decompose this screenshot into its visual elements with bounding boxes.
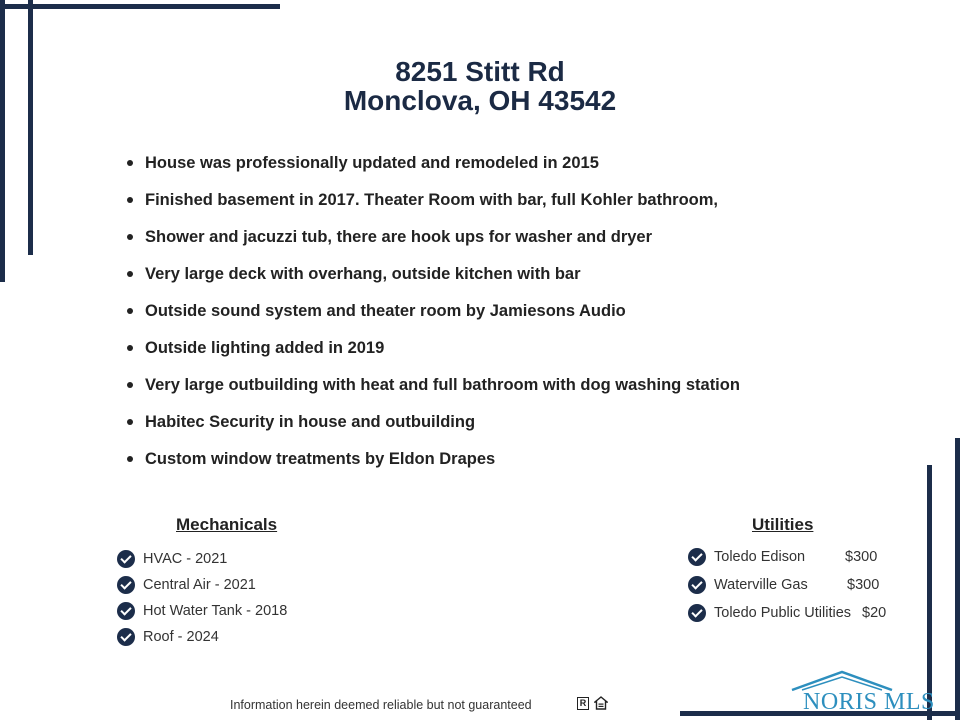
feature-text: House was professionally updated and remodeled in 2015 (145, 154, 599, 172)
utility-item (688, 547, 886, 575)
disclaimer-text: Information herein deemed reliable but not guaranteed (230, 698, 532, 712)
feature-text: Outside lighting added in 2019 (145, 339, 385, 357)
bullet-icon (127, 160, 133, 166)
bullet-icon (127, 382, 133, 388)
address-line-1: 8251 Stitt Rd (395, 56, 565, 87)
mechanicals-item-text: Hot Water Tank - 2018 (143, 603, 288, 619)
feature-item (127, 298, 740, 335)
frame-line-right-outer (955, 438, 960, 720)
mechanicals-item (117, 575, 287, 601)
frame-line-left-outer (0, 0, 5, 282)
noris-mls-logo: NORIS MLS (803, 689, 935, 715)
feature-item (127, 261, 740, 298)
check-circle-icon (688, 576, 706, 594)
bullet-icon (127, 197, 133, 203)
feature-text: Very large deck with overhang, outside kitchen with bar (145, 265, 581, 283)
feature-item (127, 150, 740, 187)
utility-name: Toledo Edison (714, 549, 806, 565)
realtor-icon: R (577, 697, 589, 710)
bullet-icon (127, 271, 133, 277)
utility-name: Toledo Public Utilities (714, 605, 852, 621)
bullet-icon (127, 419, 133, 425)
feature-text: Custom window treatments by Eldon Drapes (145, 450, 496, 468)
utility-amount: $20 (862, 605, 887, 621)
feature-text: Shower and jacuzzi tub, there are hook ups for washer and dryer (145, 228, 653, 246)
utility-amount: $300 (845, 549, 878, 565)
utilities-heading: Utilities (752, 515, 814, 534)
check-circle-icon (117, 602, 135, 620)
address-line-2: Monclova, OH 43542 (343, 85, 617, 116)
utility-name: Waterville Gas (714, 577, 808, 593)
mechanicals-heading: Mechanicals (176, 515, 278, 534)
check-circle-icon (117, 628, 135, 646)
check-circle-icon (688, 604, 706, 622)
utility-item (688, 575, 886, 603)
utilities-list (688, 547, 886, 631)
frame-line-left-inner (28, 0, 33, 255)
bullet-icon (127, 345, 133, 351)
mechanicals-item-text: Central Air - 2021 (143, 577, 256, 593)
feature-item (127, 446, 740, 483)
check-circle-icon (117, 576, 135, 594)
bullet-icon (127, 308, 133, 314)
feature-item (127, 372, 740, 409)
feature-text: Habitec Security in house and outbuilding (145, 413, 476, 431)
feature-text: Very large outbuilding with heat and full bathroom with dog washing station (145, 376, 740, 394)
mechanicals-item (117, 627, 287, 653)
feature-item (127, 409, 740, 446)
mechanicals-list (117, 549, 287, 653)
check-circle-icon (688, 548, 706, 566)
feature-text: Outside sound system and theater room by Jamiesons Audio (145, 302, 626, 320)
mechanicals-item (117, 601, 287, 627)
feature-item (127, 224, 740, 261)
feature-item (127, 335, 740, 372)
bullet-icon (127, 456, 133, 462)
feature-text: Finished basement in 2017. Theater Room with bar, full Kohler bathroom, (145, 191, 719, 209)
check-circle-icon (117, 550, 135, 568)
mechanicals-item (117, 549, 287, 575)
frame-line-top (0, 4, 280, 9)
utility-amount: $300 (847, 577, 880, 593)
mechanicals-item-text: HVAC - 2021 (143, 551, 228, 567)
utility-item (688, 603, 886, 631)
bullet-icon (127, 234, 133, 240)
feature-item (127, 187, 740, 224)
mechanicals-item-text: Roof - 2024 (143, 629, 219, 645)
feature-list (127, 150, 740, 483)
equal-housing-icon (594, 696, 608, 710)
